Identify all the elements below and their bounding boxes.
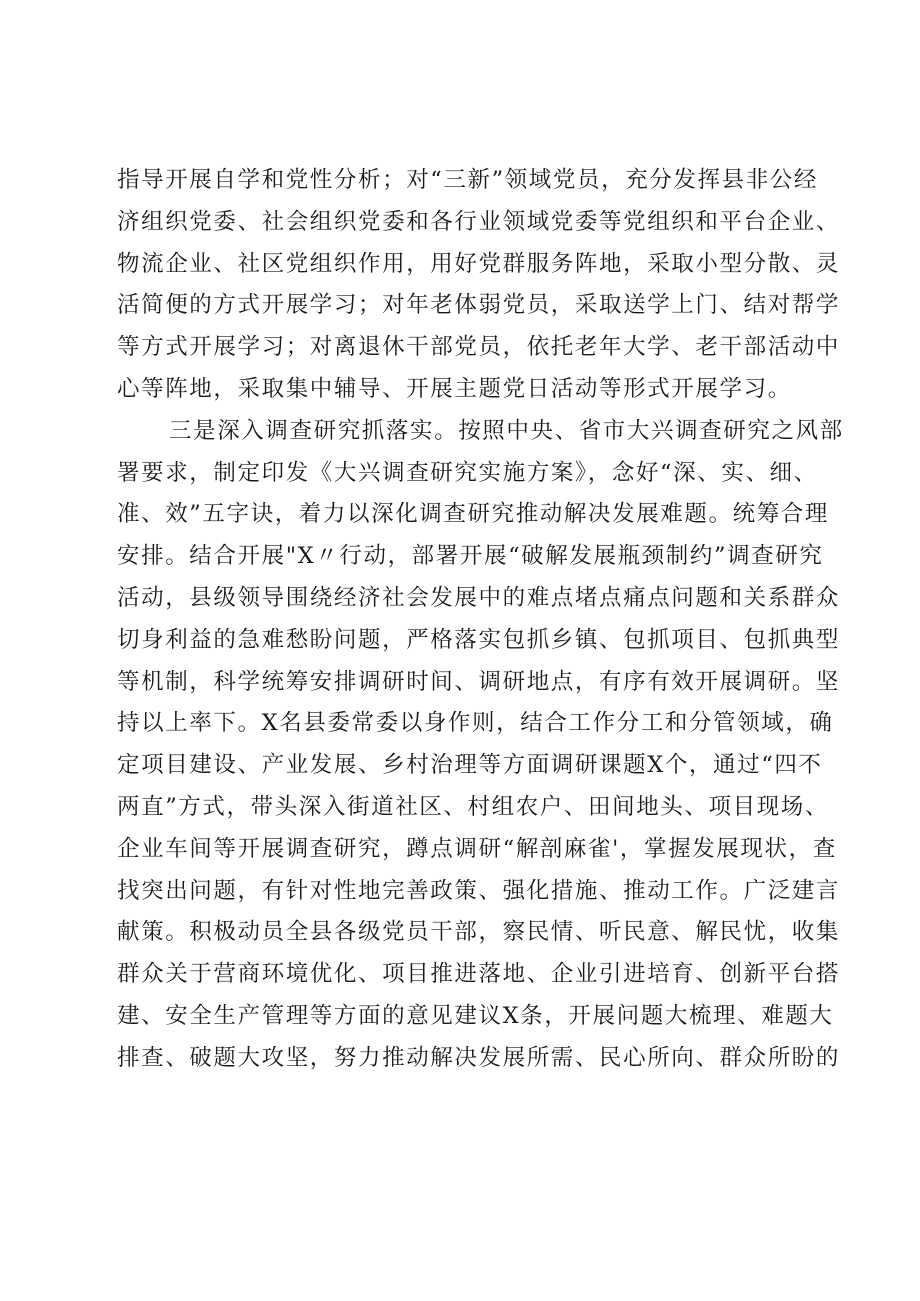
text-line: 活动，县级领导围绕经济社会发展中的难点堵点痛点问题和关系群众 <box>117 584 841 611</box>
text-line: 署要求，制定印发《大兴调查研究实施方案》，念好“深、实、细、 <box>117 459 818 486</box>
text-line: 三是深入调查研究抓落实。按照中央、省市大兴调查研究之风部 <box>169 417 844 444</box>
text-line: 准、效”五字诀，着力以深化调查研究推动解决发展难题。统筹合理 <box>117 501 830 528</box>
body-text <box>117 160 844 1080</box>
text-line: 企业车间等开展调查研究，蹲点调研“解剖麻雀'，掌握发展现状，查 <box>117 835 837 862</box>
paragraph-investigation-research <box>117 411 844 1080</box>
text-line: 活简便的方式开展学习；对年老体弱党员，采取送学上门、结对帮学 <box>117 292 841 319</box>
text-line: 心等阵地，采取集中辅导、开展主题党日活动等形式开展学习。 <box>117 375 792 402</box>
text-line: 两直”方式，带头深入街道社区、村组农户、田间地头、项目现场、 <box>117 793 830 820</box>
text-line: 定项目建设、产业发展、乡村治理等方面调研课题X个，通过“四不 <box>117 752 823 779</box>
text-line: 安排。结合开展"X〃行动，部署开展“破解发展瓶颈制约”调查研究 <box>117 543 824 570</box>
text-line: 献策。积极动员全县各级党员干部，察民情、听民意、解民忧，收集 <box>117 919 841 946</box>
text-line: 找突出问题，有针对性地完善政策、强化措施、推动工作。广泛建言 <box>117 877 841 904</box>
text-line: 持以上率下。X名县委常委以身作则，结合工作分工和分管领域，确 <box>117 710 834 737</box>
text-line: 指导开展自学和党性分析；对“三新”领域党员，充分发挥县非公经 <box>117 167 819 193</box>
text-line: 物流企业、社区党组织作用，用好党群服务阵地，采取小型分散、灵 <box>117 250 841 277</box>
text-line: 切身利益的急难愁盼问题，严格落实包抓乡镇、包抓项目、包抓典型 <box>117 626 841 653</box>
text-line: 建、安全生产管理等方面的意见建议X条，开展问题大梳理、难题大 <box>117 1002 834 1029</box>
text-line: 等方式开展学习；对离退休干部党员，依托老年大学、老干部活动中 <box>117 334 841 361</box>
text-line: 济组织党委、社会组织党委和各行业领域党委等党组织和平台企业、 <box>117 208 841 235</box>
text-line: 群众关于营商环境优化、项目推进落地、企业引进培育、创新平台搭 <box>117 961 841 988</box>
text-line: 排查、破题大攻坚，努力推动解决发展所需、民心所向、群众所盼的 <box>117 1044 841 1071</box>
text-line: 等机制，科学统筹安排调研时间、调研地点，有序有效开展调研。坚 <box>117 668 841 695</box>
paragraph-study-guidance <box>117 160 841 411</box>
